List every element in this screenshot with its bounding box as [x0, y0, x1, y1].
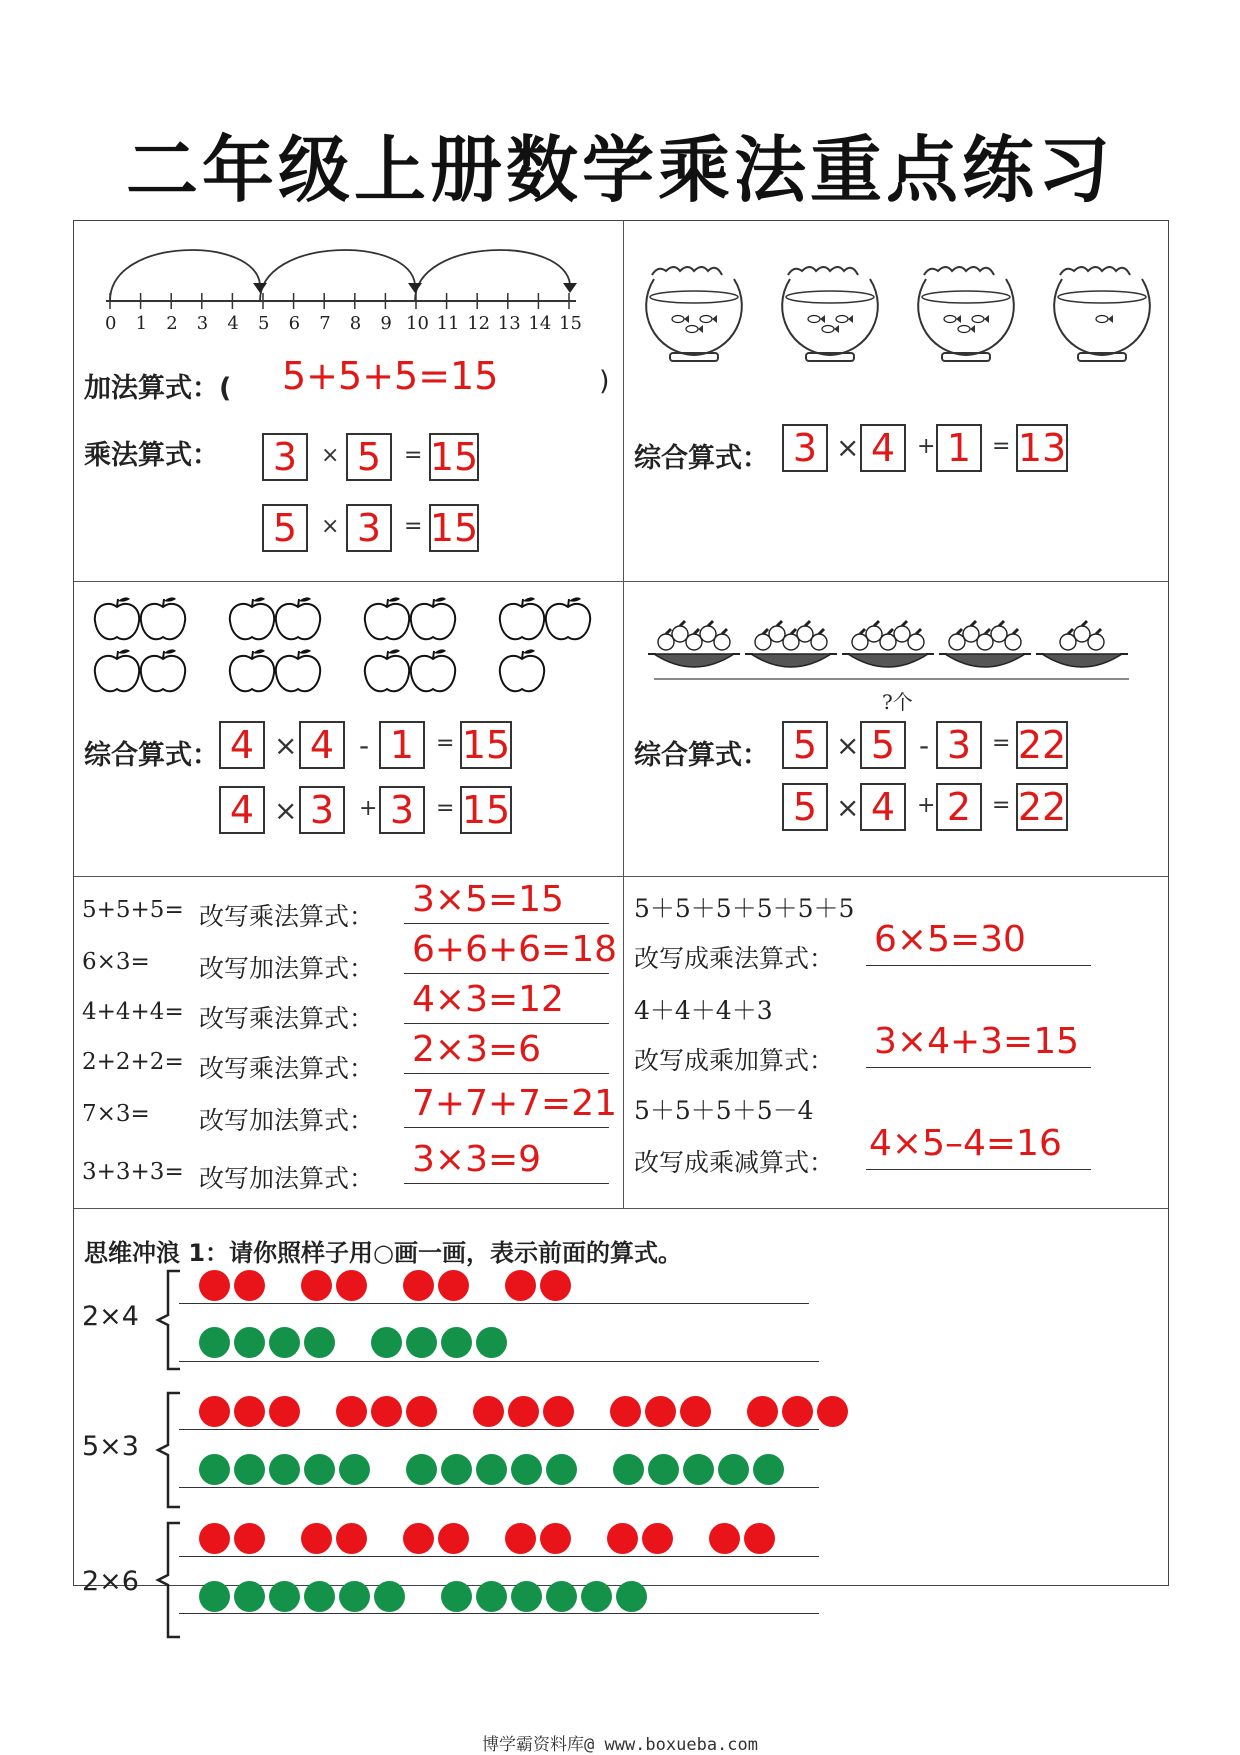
red-circle — [199, 1523, 230, 1554]
apple-icon — [230, 597, 274, 639]
basket-icon — [1036, 621, 1128, 667]
answer-box: 3 — [379, 786, 425, 834]
green-circle — [476, 1581, 507, 1612]
rewrite-answer: 4×3=12 — [412, 979, 564, 1020]
grid-divider-row1 — [74, 581, 1168, 582]
green-circle — [511, 1581, 542, 1612]
green-circle — [234, 1454, 265, 1485]
number-line-tick-label: 12 — [467, 313, 491, 334]
green-circle — [441, 1327, 472, 1358]
number-line-tick-label: 8 — [349, 313, 362, 334]
red-circle — [336, 1523, 367, 1554]
operator: = — [436, 731, 455, 756]
apple-icon — [95, 597, 139, 639]
jump-arc-2 — [260, 250, 415, 301]
answer-box: 4 — [219, 786, 265, 834]
operator: × — [321, 514, 340, 539]
expression: 7×3= — [82, 1101, 150, 1127]
green-circle — [718, 1454, 749, 1485]
expression: 4+4+4= — [82, 999, 184, 1025]
operator: × — [836, 729, 860, 762]
answer-box: 5 — [782, 721, 828, 769]
apple-icon — [500, 649, 544, 691]
green-circle — [269, 1327, 300, 1358]
rewrite-answer: 3×3=9 — [412, 1139, 542, 1180]
number-line-tick-label: 7 — [319, 313, 331, 334]
arrow-head-3 — [563, 283, 577, 293]
apple-icon — [411, 649, 455, 691]
green-circle — [683, 1454, 714, 1485]
operator: - — [359, 729, 370, 762]
addition-close-paren: ) — [599, 366, 610, 397]
thinking-heading: 思维冲浪 1：请你照样子用○画一画，表示前面的算式。 — [84, 1239, 682, 1267]
green-circle — [339, 1454, 370, 1485]
green-circle — [269, 1581, 300, 1612]
answer-underline — [404, 973, 609, 974]
number-line-tick-label: 0 — [105, 313, 117, 334]
red-circle — [269, 1396, 300, 1427]
number-line-tick-label: 3 — [196, 313, 209, 334]
green-circle — [511, 1454, 542, 1485]
drawing-label: 2×4 — [82, 1301, 139, 1332]
red-circle — [199, 1270, 230, 1301]
answer-underline — [404, 1127, 609, 1128]
task-label: 改写乘法算式： — [199, 1004, 375, 1033]
operator: = — [992, 731, 1011, 756]
red-circle — [680, 1396, 711, 1427]
apple-icon — [141, 597, 185, 639]
red-circle — [301, 1270, 332, 1301]
red-circle — [199, 1396, 230, 1427]
red-circle — [301, 1523, 332, 1554]
red-circle — [747, 1396, 778, 1427]
number-line-tick-label: 10 — [406, 313, 429, 334]
combined-label: 综合算式： — [84, 740, 219, 771]
answer-box: 3 — [262, 433, 308, 481]
apple-icon — [230, 649, 274, 691]
answer-box: 22 — [1017, 723, 1067, 767]
apple-icon — [276, 649, 320, 691]
red-circle — [782, 1396, 813, 1427]
green-circle — [304, 1581, 335, 1612]
number-line-tick-label: 4 — [227, 313, 239, 334]
answer-box: 4 — [860, 424, 906, 472]
apple-icon — [500, 597, 544, 639]
red-circle — [438, 1523, 469, 1554]
red-circle — [336, 1396, 367, 1427]
brace — [154, 1269, 184, 1371]
green-circle — [406, 1454, 437, 1485]
operator: + — [359, 796, 378, 821]
answer-box: 4 — [219, 721, 265, 769]
answer-box: 4 — [299, 721, 345, 769]
answer-box: 3 — [782, 424, 828, 472]
grid-divider-row2 — [74, 876, 1168, 877]
red-circle — [817, 1396, 848, 1427]
answer-underline — [866, 1067, 1091, 1068]
baskets-illustration — [644, 604, 1144, 684]
green-circle — [304, 1327, 335, 1358]
red-circle — [645, 1396, 676, 1427]
fish-bowl — [646, 267, 742, 361]
basket-icon — [939, 621, 1031, 667]
red-circle — [607, 1523, 638, 1554]
green-circle — [234, 1327, 265, 1358]
red-circle — [543, 1396, 574, 1427]
exercise-grid — [73, 220, 1169, 1597]
answer-box: 2 — [936, 783, 982, 831]
drawing-line — [179, 1361, 819, 1362]
basket-icon — [745, 621, 837, 667]
green-circle — [304, 1454, 335, 1485]
green-circle — [476, 1454, 507, 1485]
arrow-head-2 — [408, 283, 422, 293]
red-circle — [234, 1523, 265, 1554]
combined-label: 综合算式： — [634, 443, 769, 474]
red-circle — [610, 1396, 641, 1427]
answer-underline — [866, 965, 1091, 966]
operator: - — [919, 729, 930, 762]
basket-icon — [842, 621, 934, 667]
arrow-head-1 — [253, 283, 267, 293]
footer-watermark: 博学霸资料库@ www.boxueba.com — [482, 1735, 758, 1755]
number-line-tick-label: 2 — [166, 313, 178, 334]
fish-bowls-illustration — [634, 261, 1164, 371]
red-circle — [438, 1270, 469, 1301]
green-circle — [269, 1454, 300, 1485]
answer-underline — [404, 1023, 609, 1024]
answer-box: 13 — [1017, 426, 1067, 470]
task-label: 改写乘法算式： — [199, 1054, 375, 1083]
green-circle — [476, 1327, 507, 1358]
answer-underline — [404, 1073, 609, 1074]
apple-icon — [276, 597, 320, 639]
task-label: 改写成乘减算式： — [634, 1148, 835, 1177]
apple-icon — [365, 597, 409, 639]
rewrite-answer: 2×3=6 — [412, 1029, 542, 1070]
grid-divider-vertical — [623, 221, 624, 1208]
operator: × — [321, 443, 340, 468]
addition-label: 加法算式：( — [84, 373, 232, 404]
operator: × — [274, 794, 298, 827]
task-label: 改写乘法算式： — [199, 902, 375, 931]
answer-box: 15 — [429, 506, 479, 550]
red-circle — [508, 1396, 539, 1427]
green-circle — [406, 1327, 437, 1358]
answer-box: 5 — [782, 783, 828, 831]
operator: = — [404, 514, 423, 539]
expression: 3+3+3= — [82, 1159, 184, 1185]
green-circle — [441, 1581, 472, 1612]
answer-box: 5 — [346, 433, 392, 481]
rewrite-answer: 3×4+3=15 — [874, 1021, 1080, 1062]
number-line-tick-label: 11 — [436, 313, 460, 334]
operator: × — [274, 729, 298, 762]
answer-box: 15 — [461, 723, 511, 767]
expression: 5＋5＋5＋5＋5＋5 — [634, 894, 855, 923]
green-circle — [753, 1454, 784, 1485]
answer-box: 1 — [936, 424, 982, 472]
red-circle — [744, 1523, 775, 1554]
drawing-line — [179, 1487, 819, 1488]
red-circle — [234, 1270, 265, 1301]
operator: = — [992, 434, 1011, 459]
rewrite-answer: 7+7+7=21 — [412, 1083, 618, 1124]
expression: 5+5+5= — [82, 897, 184, 923]
basket-icon — [648, 621, 740, 667]
apple-icon — [141, 649, 185, 691]
expression: 2+2+2= — [82, 1049, 184, 1075]
red-circle — [234, 1396, 265, 1427]
answer-box: 1 — [379, 721, 425, 769]
red-circle — [403, 1523, 434, 1554]
number-line-tick-label: 14 — [528, 313, 552, 334]
green-circle — [546, 1581, 577, 1612]
task-label: 改写成乘法算式： — [634, 944, 835, 973]
drawing-line — [179, 1613, 819, 1614]
answer-underline — [404, 923, 609, 924]
drawing-label: 5×3 — [82, 1431, 139, 1462]
red-circle — [540, 1523, 571, 1554]
rewrite-answer: 3×5=15 — [412, 879, 564, 920]
operator: + — [917, 793, 936, 818]
answer-box: 5 — [860, 721, 906, 769]
number-line-tick-label: 6 — [288, 313, 301, 334]
drawing-line — [179, 1556, 819, 1557]
apples-illustration — [89, 593, 609, 703]
number-line-tick-label: 15 — [559, 313, 582, 334]
number-line-tick-label: 13 — [497, 313, 521, 334]
drawing-line — [179, 1303, 809, 1304]
answer-box: 3 — [936, 721, 982, 769]
green-circle — [613, 1454, 644, 1485]
red-circle — [371, 1396, 402, 1427]
jump-arc-1 — [110, 250, 260, 301]
red-circle — [336, 1270, 367, 1301]
green-circle — [199, 1581, 230, 1612]
task-label: 改写成乘加算式： — [634, 1046, 835, 1075]
number-line-tick-label: 5 — [258, 313, 270, 334]
green-circle — [648, 1454, 679, 1485]
operator: = — [992, 793, 1011, 818]
green-circle — [234, 1581, 265, 1612]
answer-box: 3 — [299, 786, 345, 834]
operator: + — [917, 434, 936, 459]
red-circle — [403, 1270, 434, 1301]
operator: × — [836, 791, 860, 824]
green-circle — [339, 1581, 370, 1612]
apple-icon — [546, 597, 590, 639]
operator: × — [836, 431, 860, 464]
apple-icon — [365, 649, 409, 691]
red-circle — [473, 1396, 504, 1427]
drawing-label: 2×6 — [82, 1566, 139, 1597]
apple-icon — [95, 649, 139, 691]
answer-underline — [866, 1169, 1091, 1170]
answer-box: 5 — [262, 504, 308, 552]
red-circle — [642, 1523, 673, 1554]
red-circle — [540, 1270, 571, 1301]
rewrite-answer: 4×5–4=16 — [869, 1123, 1062, 1164]
operator: = — [436, 796, 455, 821]
number-line-tick-label: 9 — [380, 313, 392, 334]
green-circle — [374, 1581, 405, 1612]
green-circle — [581, 1581, 612, 1612]
rewrite-answer: 6×5=30 — [874, 919, 1026, 960]
answer-box: 3 — [346, 504, 392, 552]
addition-answer: 5+5+5=15 — [282, 354, 499, 398]
drawing-line — [179, 1429, 819, 1430]
brace — [154, 1391, 184, 1509]
grid-divider-row3 — [74, 1208, 1168, 1209]
red-circle — [505, 1523, 536, 1554]
red-circle — [505, 1270, 536, 1301]
operator: = — [404, 443, 423, 468]
green-circle — [199, 1454, 230, 1485]
answer-box: 4 — [860, 783, 906, 831]
fish-bowl — [918, 267, 1014, 361]
red-circle — [709, 1523, 740, 1554]
fish-bowl — [1054, 267, 1150, 361]
answer-box: 15 — [429, 435, 479, 479]
green-circle — [616, 1581, 647, 1612]
expression: 6×3= — [82, 949, 150, 975]
rewrite-answer: 6+6+6=18 — [412, 929, 618, 970]
multiplication-label: 乘法算式： — [84, 440, 219, 471]
jump-arc-3 — [415, 250, 570, 301]
fish-bowl — [782, 267, 878, 361]
number-line-tick-label: 1 — [135, 313, 148, 334]
answer-box: 22 — [1017, 785, 1067, 829]
brace — [154, 1521, 184, 1639]
combined-label: 综合算式： — [634, 740, 769, 771]
expression: 4＋4＋4＋3 — [634, 996, 773, 1025]
green-circle — [371, 1327, 402, 1358]
task-label: 改写加法算式： — [199, 954, 375, 983]
apple-icon — [411, 597, 455, 639]
task-label: 改写加法算式： — [199, 1164, 375, 1193]
task-label: 改写加法算式： — [199, 1106, 375, 1135]
green-circle — [441, 1454, 472, 1485]
red-circle — [406, 1396, 437, 1427]
expression: 5＋5＋5＋5－4 — [634, 1096, 814, 1125]
green-circle — [546, 1454, 577, 1485]
answer-underline — [404, 1183, 609, 1184]
green-circle — [199, 1327, 230, 1358]
page-title: 二年级上册数学乘法重点练习 — [125, 128, 1114, 212]
answer-box: 15 — [461, 788, 511, 832]
question-mark-label: ?个 — [882, 690, 913, 714]
